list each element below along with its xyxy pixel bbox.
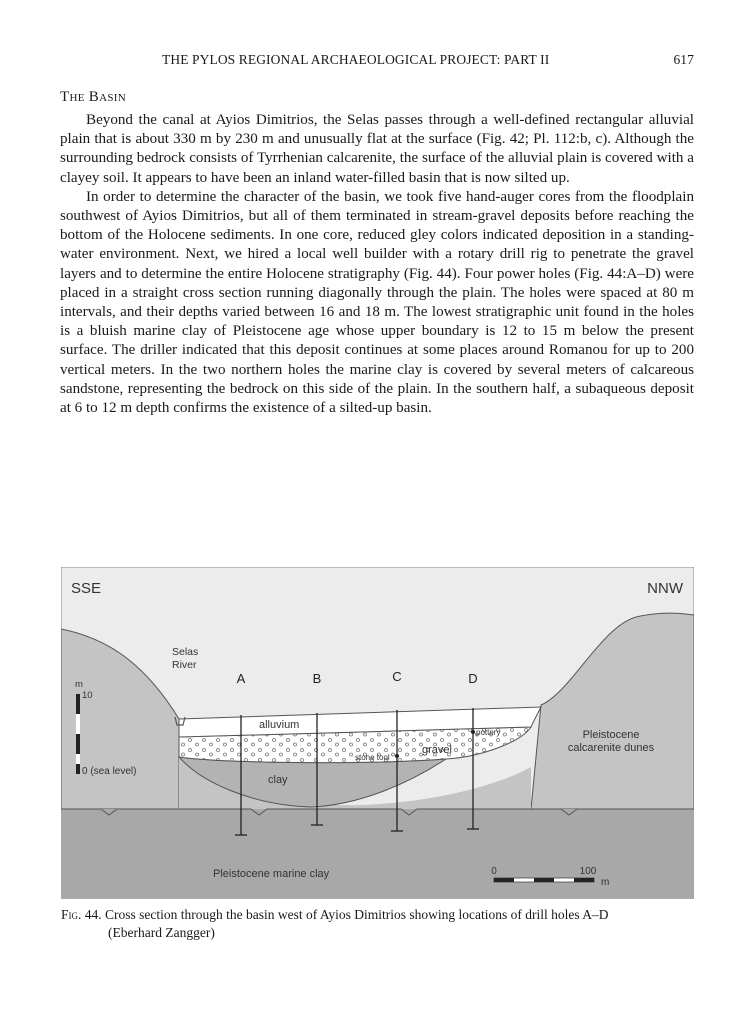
page-number: 617 (673, 52, 694, 67)
marine-clay-label: Pleistocene marine clay (213, 868, 330, 880)
caption-label: Fig. 44. (61, 907, 102, 922)
horizontal-scale-start: 0 (491, 866, 497, 877)
drill-hole-c-label: C (392, 669, 402, 684)
horizontal-scale-unit: m (601, 877, 610, 888)
stone-tool-marker (395, 754, 399, 758)
horizontal-scale-bar (494, 878, 594, 882)
vertical-scale-bottom: 0 (sea level) (82, 766, 137, 777)
section-heading: The Basin (60, 89, 126, 105)
cross-section-diagram (61, 567, 694, 899)
horizontal-scale-end: 100 (579, 866, 597, 877)
cross-section-figure (61, 567, 694, 899)
dunes-label-line1: Pleistocene (582, 729, 640, 741)
vertical-scale-top: 10 (82, 690, 93, 701)
left-direction-label: SSE (71, 580, 102, 597)
vertical-scale-unit: m (75, 679, 83, 690)
paragraph-1: Beyond the canal at Ayios Dimitrios, the Selas passes through a well-defined rectangular alluvial plain that is about 330 m by 230 m and unusually flat at the surface (Fig. 42; Pl. 112:b, c). Although the surrounding bedrock consists of Tyrrhenian calcarenite, the surface of the alluvial plain is covered with a clayey soil. It appears to have been an inland water-filled basin that is now silted up. (60, 112, 694, 186)
gravel-label: gravel (422, 744, 452, 756)
alluvium-label: alluvium (259, 719, 300, 731)
body-text (60, 111, 694, 418)
caption-line1: Cross section through the basin west of Ayios Dimitrios showing locations of drill holes A–D (105, 907, 609, 922)
pottery-label: pottery (476, 728, 501, 737)
figure-caption (61, 906, 694, 942)
running-title: THE PYLOS REGIONAL ARCHAEOLOGICAL PROJECT: PART II (162, 52, 550, 67)
clay-label: clay (268, 774, 288, 786)
drill-hole-a-label: A (236, 671, 246, 686)
pottery-marker (471, 730, 475, 734)
paragraph-2: In order to determine the character of the basin, we took five hand-auger cores from the floodplain southwest of Ayios Dimitrios, but all of them terminated in stream-gravel deposits before reaching the bottom of the Holocene sediments. In one core, reduced gley colors indicated deposition in a standing-water environment. Next, we hired a local well builder with a rotary drill rig to penetrate the gravel layers and to determine the entire Holocene stratigraphy (Fig. 44). Four power holes (Fig. 44:A–D) were placed in a straight cross section running diagonally through the plain. The holes were spaced at 80 m intervals, and their depths varied between 16 and 18 m. The lowest stratigraphic unit found in the holes is a bluish marine clay of Pleistocene age whose upper boundary is 12 to 15 m below the present surface. The driller indicated that this deposit continues at some places around Romanou for up to 200 vertical meters. In the two northern holes the marine clay is covered by several meters of calcareous sandstone, representing the bedrock on this side of the plain. In the southern half, a subaqueous deposit at 6 to 12 m depth confirms the existence of a silted-up basin. (60, 188, 694, 417)
drill-hole-b-label: B (312, 671, 322, 686)
river-label-line2: River (172, 659, 197, 671)
river-label-line1: Selas (172, 646, 199, 658)
drill-hole-d-label: D (468, 671, 478, 686)
dunes-label-line2: calcarenite dunes (567, 742, 655, 754)
running-header (162, 52, 694, 72)
marine-clay-layer (61, 809, 694, 899)
caption-line2: (Eberhard Zangger) (108, 925, 215, 940)
stone-tool-label: stone tool (355, 753, 390, 762)
vertical-scale-bar (76, 694, 80, 774)
right-direction-label: NNW (647, 580, 683, 597)
